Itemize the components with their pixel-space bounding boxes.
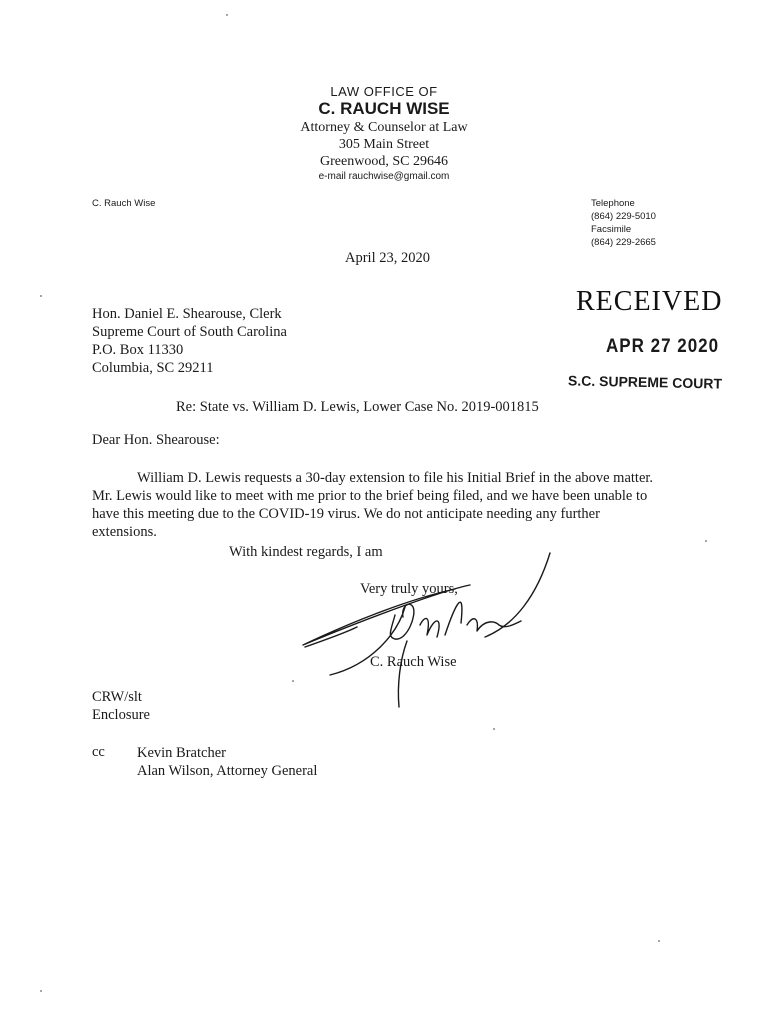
cc-label: cc <box>92 744 105 760</box>
scan-speck <box>40 990 42 992</box>
scan-speck <box>658 940 660 942</box>
closing-signer: C. Rauch Wise <box>370 654 457 670</box>
letterhead-city: Greenwood, SC 29646 <box>320 154 448 169</box>
body-line-2: Mr. Lewis would like to meet with me prior to the brief being filed, and we have been unable to <box>92 488 648 504</box>
closing-regards: With kindest regards, I am <box>229 544 383 560</box>
letterhead-street: 305 Main Street <box>338 137 430 152</box>
signature-drawing <box>285 545 575 710</box>
typist-initials: CRW/slt <box>92 689 142 705</box>
recipient-address <box>92 305 287 377</box>
scan-speck <box>292 680 294 682</box>
letter-date: April 23, 2020 <box>345 250 430 266</box>
signature-stroke <box>485 553 550 637</box>
scan-speck <box>40 295 42 297</box>
signature-stroke <box>303 585 470 645</box>
contact-block <box>591 197 656 249</box>
signature-stroke <box>305 627 357 647</box>
cc-recipient: Alan Wilson, Attorney General <box>137 763 318 779</box>
salutation: Dear Hon. Shearouse: <box>92 432 220 448</box>
recipient-line-2: Supreme Court of South Carolina <box>92 324 287 340</box>
recipient-line-4: Columbia, SC 29211 <box>92 360 214 376</box>
received-stamp-court: S.C. SUPREME COURT <box>567 372 723 392</box>
received-stamp: RECEIVED <box>576 286 723 317</box>
sender-label: C. Rauch Wise <box>92 198 156 209</box>
letterhead-firm-name: C. RAUCH WISE <box>318 99 450 118</box>
received-stamp-date: APR 27 2020 <box>606 334 720 357</box>
body-line-1: William D. Lewis requests a 30-day extension to file his Initial Brief in the above matter. <box>137 470 654 486</box>
recipient-line-1: Hon. Daniel E. Shearouse, Clerk <box>92 306 282 322</box>
signature-stroke <box>445 602 462 635</box>
telephone-label: Telephone <box>591 198 635 209</box>
signature-stroke <box>398 641 407 707</box>
telephone-number: (864) 229-5010 <box>591 211 656 222</box>
signature-stroke <box>420 618 439 637</box>
scan-speck <box>705 540 707 542</box>
signature-stroke <box>467 619 521 631</box>
enclosure-note: Enclosure <box>92 707 150 723</box>
letterhead-title: Attorney & Counselor at Law <box>300 120 468 135</box>
closing-very-truly: Very truly yours, <box>360 581 458 597</box>
body-line-3: have this meeting due to the COVID-19 virus. We do not anticipate needing any further <box>92 506 600 522</box>
letterhead-email: e-mail rauchwise@gmail.com <box>318 171 450 182</box>
body-line-4: extensions. <box>92 524 157 540</box>
scan-speck <box>226 14 228 16</box>
cc-list <box>137 744 317 780</box>
scan-speck <box>493 728 495 730</box>
letterhead-office-label: LAW OFFICE OF <box>330 84 438 99</box>
re-line: Re: State vs. William D. Lewis, Lower Case No. 2019-001815 <box>176 399 539 415</box>
facsimile-number: (864) 229-2665 <box>591 237 656 248</box>
recipient-line-3: P.O. Box 11330 <box>92 342 184 358</box>
facsimile-label: Facsimile <box>591 224 632 235</box>
cc-recipient: Kevin Bratcher <box>137 745 226 761</box>
